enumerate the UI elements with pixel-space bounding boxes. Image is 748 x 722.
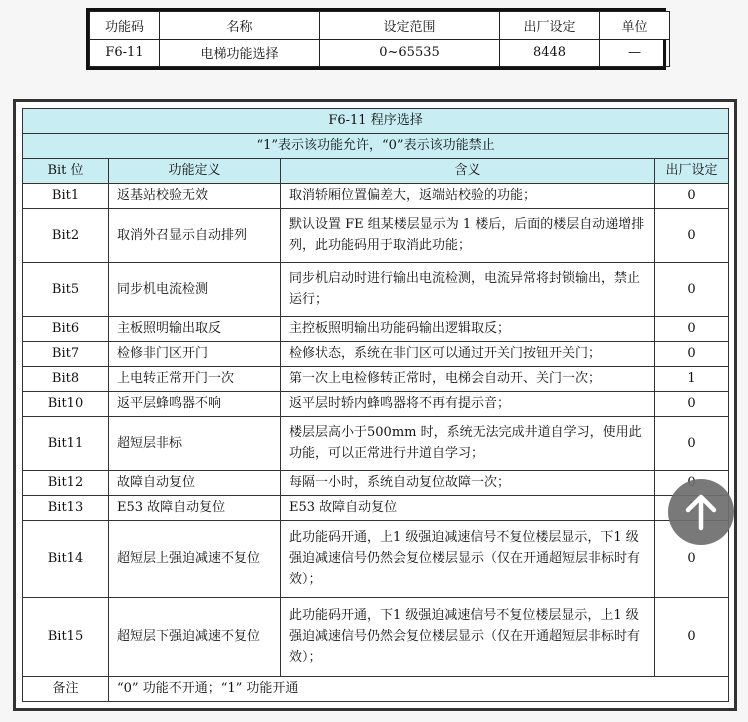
default-cell: 0 (655, 391, 729, 416)
note-text: “0” 功能不开通；“1” 功能开通 (109, 676, 729, 701)
bit-table (22, 108, 729, 702)
bit-cell: Bit8 (23, 366, 109, 391)
bit-cell: Bit13 (23, 495, 109, 520)
bit-cell: Bit12 (23, 470, 109, 495)
note-label: 备注 (23, 676, 109, 701)
header-meaning: 含义 (281, 158, 655, 183)
parameter-table (89, 11, 670, 67)
default-cell: 0 (655, 341, 729, 366)
header-range: 设定范围 (320, 12, 500, 40)
meaning-cell: 此功能码开通，下1 级强迫减速信号不复位楼层显示，上1 级强迫减速信号仍然会复位楼层显示（仅在开通超短层非标时有效）； (281, 597, 655, 676)
default-cell: 0 (655, 416, 729, 470)
function-cell: 取消外召显示自动排列 (109, 208, 281, 262)
header-unit: 单位 (600, 12, 670, 40)
parameter-table-frame (86, 8, 666, 70)
bit-table-subtitle: “1”表示该功能允许，“0”表示该功能禁止 (23, 133, 729, 158)
bit-cell: Bit2 (23, 208, 109, 262)
default-cell: 0 (655, 208, 729, 262)
bit-cell: Bit5 (23, 262, 109, 316)
default-cell: 0 (655, 597, 729, 676)
bit-cell: Bit1 (23, 183, 109, 208)
table-row (23, 495, 729, 520)
bit-cell: Bit11 (23, 416, 109, 470)
bit-cell: Bit7 (23, 341, 109, 366)
meaning-cell: 每隔一小时，系统自动复位故障一次； (281, 470, 655, 495)
function-cell: 上电转正常开门一次 (109, 366, 281, 391)
meaning-cell: 默认设置 FE 组某楼层显示为 1 楼后，后面的楼层自动递增排列，此功能码用于取消此功能； (281, 208, 655, 262)
bit-table-subtitle-row (23, 133, 729, 158)
table-row (23, 183, 729, 208)
function-cell: 故障自动复位 (109, 470, 281, 495)
meaning-cell: 返平层时轿内蜂鸣器将不再有提示音； (281, 391, 655, 416)
meaning-cell: E53 故障自动复位 (281, 495, 655, 520)
value-range: 0~65535 (320, 39, 500, 67)
header-factory: 出厂设定 (655, 158, 729, 183)
default-cell: 0 (655, 520, 729, 597)
bit-cell: Bit6 (23, 317, 109, 342)
meaning-cell: 第一次上电检修转正常时，电梯会自动开、关门一次； (281, 366, 655, 391)
header-default: 出厂设定 (500, 12, 600, 40)
header-function: 功能定义 (109, 158, 281, 183)
meaning-cell: 楼层层高小于500mm 时，系统无法完成井道自学习，使用此功能，可以正常进行井道自学习； (281, 416, 655, 470)
scroll-to-top-button[interactable] (668, 479, 734, 545)
table-row (23, 208, 729, 262)
note-row (23, 676, 729, 701)
function-cell: 超短层上强迫减速不复位 (109, 520, 281, 597)
bit-table-title: F6-11 程序选择 (23, 109, 729, 134)
function-cell: 返平层蜂鸣器不响 (109, 391, 281, 416)
parameter-value-row (90, 39, 670, 67)
meaning-cell: 取消轿厢位置偏差大，返端站校验的功能； (281, 183, 655, 208)
bit-cell: Bit14 (23, 520, 109, 597)
table-row (23, 262, 729, 316)
table-row (23, 391, 729, 416)
table-row (23, 470, 729, 495)
meaning-cell: 此功能码开通，上1 级强迫减速信号不复位楼层显示，下1 级强迫减速信号仍然会复位楼层显示（仅在开通超短层非标时有效）； (281, 520, 655, 597)
bit-cell: Bit10 (23, 391, 109, 416)
function-cell: 同步机电流检测 (109, 262, 281, 316)
value-unit: — (600, 39, 670, 67)
table-row (23, 597, 729, 676)
table-row (23, 366, 729, 391)
meaning-cell: 检修状态，系统在非门区可以通过开关门按钮开关门； (281, 341, 655, 366)
parameter-header-row (90, 12, 670, 40)
function-cell: 检修非门区开门 (109, 341, 281, 366)
header-bit: Bit 位 (23, 158, 109, 183)
bit-cell: Bit15 (23, 597, 109, 676)
bit-table-title-row (23, 109, 729, 134)
default-cell: 0 (655, 317, 729, 342)
header-code: 功能码 (90, 12, 160, 40)
value-default: 8448 (500, 39, 600, 67)
value-code: F6-11 (90, 39, 160, 67)
default-cell: 0 (655, 262, 729, 316)
bit-table-frame (13, 99, 737, 711)
bit-table-header-row (23, 158, 729, 183)
default-cell: 0 (655, 183, 729, 208)
arrow-up-icon (681, 492, 721, 532)
meaning-cell: 同步机启动时进行输出电流检测，电流异常将封锁输出，禁止运行； (281, 262, 655, 316)
function-cell: 超短层非标 (109, 416, 281, 470)
function-cell: 超短层下强迫减速不复位 (109, 597, 281, 676)
header-name: 名称 (160, 12, 320, 40)
function-cell: 主板照明输出取反 (109, 317, 281, 342)
table-row (23, 416, 729, 470)
meaning-cell: 主控板照明输出功能码输出逻辑取反； (281, 317, 655, 342)
function-cell: E53 故障自动复位 (109, 495, 281, 520)
table-row (23, 341, 729, 366)
table-row (23, 317, 729, 342)
value-name: 电梯功能选择 (160, 39, 320, 67)
function-cell: 返基站校验无效 (109, 183, 281, 208)
table-row (23, 520, 729, 597)
default-cell: 1 (655, 366, 729, 391)
